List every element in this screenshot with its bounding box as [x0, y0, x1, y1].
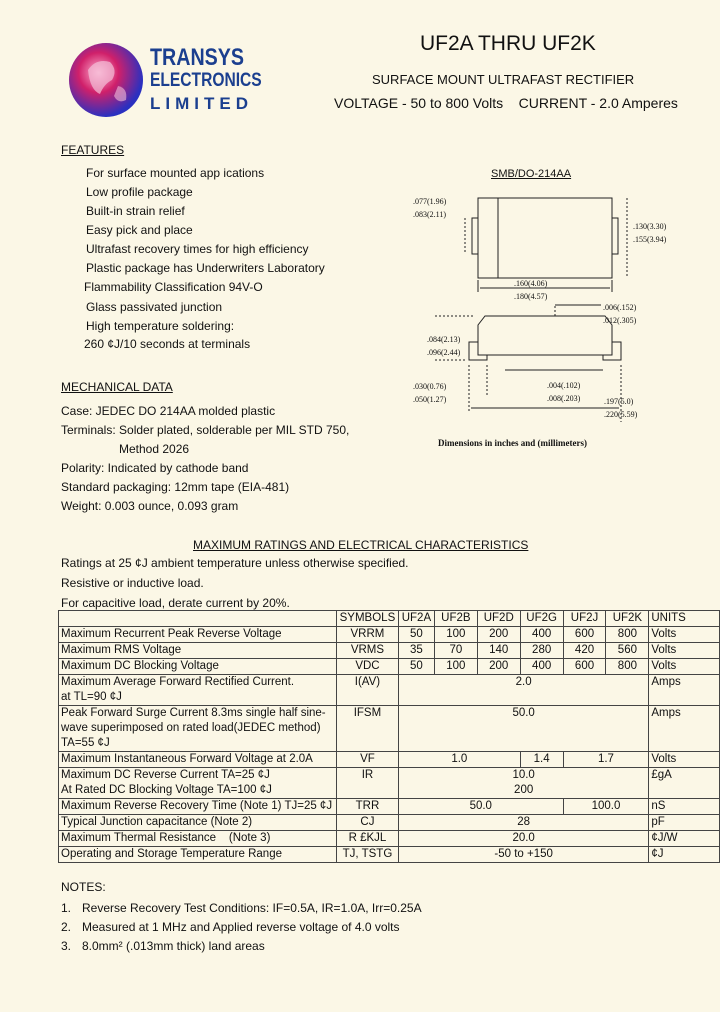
value-cell: 50.0 — [398, 706, 648, 752]
dim-label: .084(2.13) — [427, 335, 461, 344]
value-line: 10.0 — [512, 769, 535, 781]
symbol-cell: VDC — [336, 659, 398, 675]
table-row — [59, 831, 720, 847]
note-number: 3. — [61, 939, 72, 953]
param-cell — [59, 706, 337, 752]
feature-item: Glass passivated junction — [86, 300, 223, 314]
value-cell: 50 — [398, 659, 434, 675]
param-cell — [59, 675, 337, 706]
mechanical-item: Weight: 0.003 ounce, 0.093 gram — [61, 499, 239, 513]
value-cell: 20.0 — [398, 831, 648, 847]
notes-heading: NOTES: — [61, 880, 106, 894]
dim-label: .197(5.0) — [604, 397, 634, 406]
brand-name-line1: TRANSYS — [150, 44, 245, 71]
table-row — [59, 768, 720, 799]
table-row — [59, 659, 720, 675]
symbol-cell: I(AV) — [336, 675, 398, 706]
value-cell: 50.0 — [398, 799, 563, 815]
value-cell: 200 — [477, 627, 520, 643]
unit-cell: Volts — [649, 627, 720, 643]
product-subtitle: SURFACE MOUNT ULTRAFAST RECTIFIER — [372, 72, 635, 87]
param-line: wave superimposed on rated load(JEDEC method) — [61, 722, 321, 734]
feature-item: Low profile package — [86, 185, 193, 199]
param-line: at TL=90 ¢J — [61, 691, 122, 703]
dim-label: .096(2.44) — [427, 348, 461, 357]
symbol-cell: VF — [336, 752, 398, 768]
feature-item: Built-in strain relief — [86, 204, 185, 218]
symbol-cell: IFSM — [336, 706, 398, 752]
dim-label: .130(3.30) — [633, 222, 667, 231]
value-cell: 100 — [434, 659, 477, 675]
feature-item: 260 ¢J/10 seconds at terminals — [84, 337, 251, 351]
param-cell: Maximum Recurrent Peak Reverse Voltage — [59, 627, 337, 643]
note-number: 1. — [61, 901, 72, 915]
param-line: TA=55 ¢J — [61, 737, 110, 749]
value-cell: 100.0 — [563, 799, 649, 815]
value-cell: -50 to +150 — [398, 847, 648, 863]
dimensions-caption: Dimensions in inches and (millimeters) — [438, 438, 588, 448]
dim-label: .004(.102) — [547, 381, 581, 390]
table-row — [59, 627, 720, 643]
table-header-cell — [59, 611, 337, 627]
note-number: 2. — [61, 920, 72, 934]
ratings-note-line: Ratings at 25 ¢J ambient temperature unless otherwise specified. — [61, 556, 409, 570]
feature-item: High temperature soldering: — [86, 319, 235, 333]
mechanical-heading: MECHANICAL DATA — [61, 380, 173, 394]
param-cell: Maximum RMS Voltage — [59, 643, 337, 659]
value-line: 200 — [514, 784, 534, 796]
dim-label: .160(4.06) — [514, 279, 548, 288]
dim-label: .220(5.59) — [604, 410, 638, 419]
table-header-cell: UNITS — [649, 611, 720, 627]
param-cell: Maximum DC Blocking Voltage — [59, 659, 337, 675]
mechanical-item: Standard packaging: 12mm tape (EIA-481) — [61, 480, 290, 494]
param-cell — [59, 768, 337, 799]
unit-cell: £gA — [649, 768, 720, 799]
value-cell: 560 — [606, 643, 649, 659]
unit-cell: ¢J/W — [649, 831, 720, 847]
table-header-cell: UF2K — [606, 611, 649, 627]
table-header-cell: UF2A — [398, 611, 434, 627]
ratings-heading: MAXIMUM RATINGS AND ELECTRICAL CHARACTERISTICS — [193, 538, 529, 552]
value-cell: 600 — [563, 659, 606, 675]
value-cell — [398, 768, 648, 799]
mechanical-item: Terminals: Solder plated, solderable per MIL STD 750, — [61, 423, 350, 437]
feature-item: Plastic package has Underwriters Laboratory — [86, 261, 325, 275]
value-cell: 28 — [398, 815, 648, 831]
table-header-cell: UF2G — [520, 611, 563, 627]
table-row — [59, 706, 720, 752]
note-text: 8.0mm² (.013mm thick) land areas — [82, 939, 265, 953]
value-cell: 400 — [520, 627, 563, 643]
unit-cell: pF — [649, 815, 720, 831]
param-line: Maximum Average Forward Rectified Current. — [61, 676, 295, 688]
unit-cell: ¢J — [649, 847, 720, 863]
unit-cell: Volts — [649, 643, 720, 659]
symbol-cell: VRMS — [336, 643, 398, 659]
unit-cell: Volts — [649, 659, 720, 675]
table-row — [59, 847, 720, 863]
unit-cell: Amps — [649, 706, 720, 752]
value-cell: 140 — [477, 643, 520, 659]
value-cell: 280 — [520, 643, 563, 659]
brand-name-line2: ELECTRONICS — [150, 70, 262, 91]
feature-item: Easy pick and place — [86, 223, 193, 237]
table-row — [59, 799, 720, 815]
table-header-row — [59, 611, 720, 627]
symbol-cell: CJ — [336, 815, 398, 831]
symbol-cell: R £KJL — [336, 831, 398, 847]
unit-cell: Volts — [649, 752, 720, 768]
dim-label: .008(.203) — [547, 394, 581, 403]
value-cell: 800 — [606, 627, 649, 643]
ratings-note-line: For capacitive load, derate current by 20%. — [61, 596, 290, 610]
param-cell: Typical Junction capacitance (Note 2) — [59, 815, 337, 831]
value-cell: 100 — [434, 627, 477, 643]
param-line: Peak Forward Surge Current 8.3ms single half sine- — [61, 707, 326, 719]
unit-cell: nS — [649, 799, 720, 815]
value-cell: 600 — [563, 627, 606, 643]
note-text: Reverse Recovery Test Conditions: IF=0.5A, IR=1.0A, Irr=0.25A — [82, 901, 422, 915]
value-cell: 50 — [398, 627, 434, 643]
value-cell: 800 — [606, 659, 649, 675]
mechanical-item: Polarity: Indicated by cathode band — [61, 461, 249, 475]
value-cell: 1.0 — [398, 752, 520, 768]
feature-item: For surface mounted app ications — [86, 166, 265, 180]
symbol-cell: TJ, TSTG — [336, 847, 398, 863]
features-heading: FEATURES — [61, 143, 125, 157]
brand-name-line3: LIMITED — [150, 94, 253, 113]
table-row — [59, 752, 720, 768]
symbol-cell: IR — [336, 768, 398, 799]
param-line: Maximum DC Reverse Current TA=25 ¢J — [61, 769, 270, 781]
table-header-cell: UF2J — [563, 611, 606, 627]
param-cell: Maximum Thermal Resistance (Note 3) — [59, 831, 337, 847]
globe-logo-icon — [66, 40, 146, 120]
table-row — [59, 675, 720, 706]
voltage-current-line: VOLTAGE - 50 to 800 Volts CURRENT - 2.0 Amperes — [334, 95, 678, 111]
dim-label: .180(4.57) — [514, 292, 548, 301]
dim-label: .050(1.27) — [413, 395, 447, 404]
value-cell: 420 — [563, 643, 606, 659]
value-cell: 200 — [477, 659, 520, 675]
part-title: UF2A THRU UF2K — [420, 32, 596, 55]
table-row — [59, 643, 720, 659]
table-header-cell: UF2D — [477, 611, 520, 627]
param-cell: Maximum Instantaneous Forward Voltage at 2.0A — [59, 752, 337, 768]
ratings-table — [58, 610, 720, 863]
table-header-cell: UF2B — [434, 611, 477, 627]
ratings-note-line: Resistive or inductive load. — [61, 576, 204, 590]
table-row — [59, 815, 720, 831]
value-cell: 70 — [434, 643, 477, 659]
value-cell: 2.0 — [398, 675, 648, 706]
dim-label: .083(2.11) — [413, 210, 447, 219]
value-cell: 400 — [520, 659, 563, 675]
dim-label: .077(1.96) — [413, 197, 447, 206]
dim-label: .012(.305) — [603, 316, 637, 325]
dim-label: .030(0.76) — [413, 382, 447, 391]
dim-label: .006(.152) — [603, 303, 637, 312]
symbol-cell: VRRM — [336, 627, 398, 643]
value-cell: 35 — [398, 643, 434, 659]
mechanical-item: Case: JEDEC DO 214AA molded plastic — [61, 404, 276, 418]
feature-item: Ultrafast recovery times for high efficiency — [86, 242, 309, 256]
dim-label: .155(3.94) — [633, 235, 667, 244]
unit-cell: Amps — [649, 675, 720, 706]
value-cell: 1.4 — [520, 752, 563, 768]
table-header-cell: SYMBOLS — [336, 611, 398, 627]
param-cell: Maximum Reverse Recovery Time (Note 1) TJ=25 ¢J — [59, 799, 337, 815]
note-text: Measured at 1 MHz and Applied reverse voltage of 4.0 volts — [82, 920, 400, 934]
value-cell: 1.7 — [563, 752, 649, 768]
param-line: At Rated DC Blocking Voltage TA=100 ¢J — [61, 784, 272, 796]
package-label: SMB/DO-214AA — [491, 168, 572, 180]
param-cell: Operating and Storage Temperature Range — [59, 847, 337, 863]
symbol-cell: TRR — [336, 799, 398, 815]
mechanical-item: Method 2026 — [119, 442, 190, 456]
feature-item: Flammability Classification 94V-O — [84, 280, 263, 294]
